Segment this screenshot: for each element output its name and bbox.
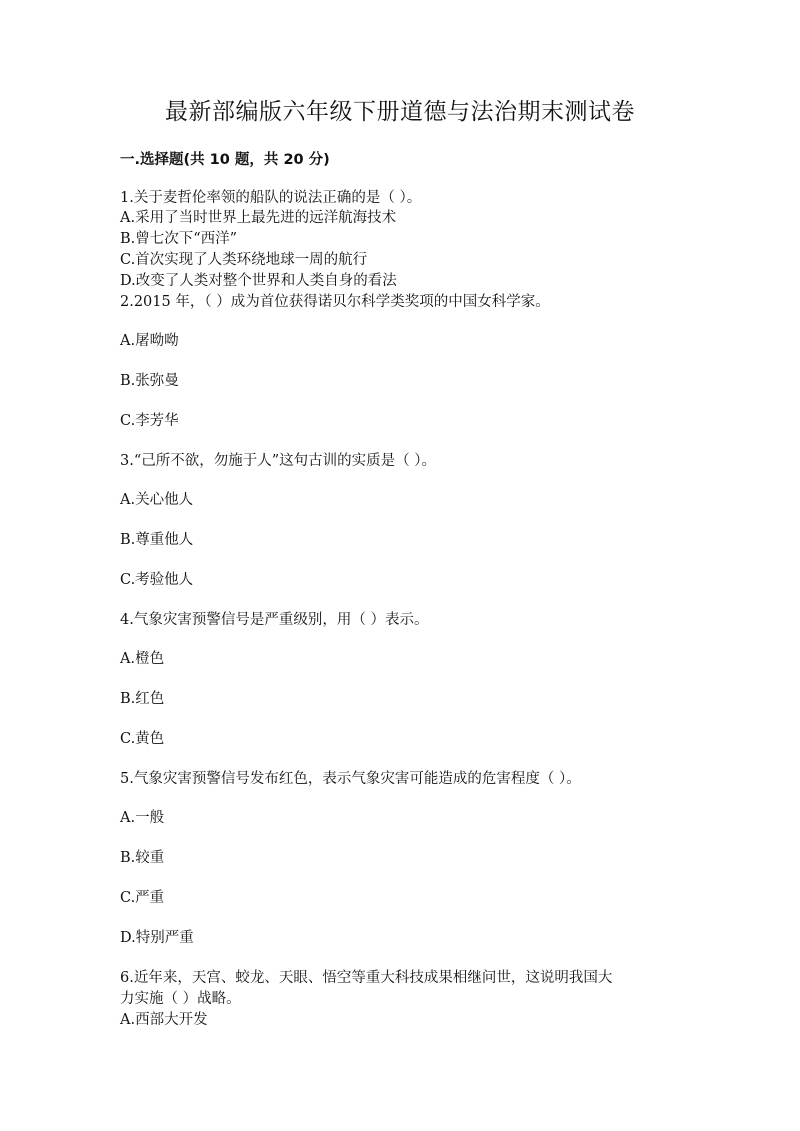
question-4-option-b: B.红色 xyxy=(120,691,165,707)
question-2-option-b: B.张弥曼 xyxy=(120,373,179,389)
question-6-stem-line-2: 力实施（ ）战略。 xyxy=(120,991,241,1007)
question-5-option-c: C.严重 xyxy=(120,890,165,906)
section-heading: 一.选择题(共 10 题，共 20 分) xyxy=(120,152,330,168)
question-1-option-c: C.首次实现了人类环绕地球一周的航行 xyxy=(120,252,368,268)
question-4-option-a: A.橙色 xyxy=(120,651,165,667)
question-2-option-c: C.李芳华 xyxy=(120,413,179,429)
question-1-stem: 1.关于麦哲伦率领的船队的说法正确的是（ ）。 xyxy=(120,190,422,206)
question-3-option-a: A.关心他人 xyxy=(120,492,194,508)
question-5-option-d: D.特别严重 xyxy=(120,930,194,946)
question-2-stem: 2.2015 年，（ ）成为首位获得诺贝尔科学类奖项的中国女科学家。 xyxy=(120,294,550,310)
question-5-option-b: B.较重 xyxy=(120,850,165,866)
question-4-stem: 4.气象灾害预警信号是严重级别，用（ ）表示。 xyxy=(120,612,429,628)
question-6-stem-line-1: 6.近年来，天宫、蛟龙、天眼、悟空等重大科技成果相继问世，这说明我国大 xyxy=(120,970,613,986)
question-1-option-d: D.改变了人类对整个世界和人类自身的看法 xyxy=(120,273,397,289)
question-6-option-a: A.西部大开发 xyxy=(120,1012,208,1028)
question-3-stem: 3.“己所不欲，勿施于人”这句古训的实质是（ ）。 xyxy=(120,453,437,469)
question-5-stem: 5.气象灾害预警信号发布红色，表示气象灾害可能造成的危害程度（ ）。 xyxy=(120,771,581,787)
question-1-option-b: B.曾七次下“西洋” xyxy=(120,231,238,247)
question-3-option-b: B.尊重他人 xyxy=(120,532,194,548)
question-3-option-c: C.考验他人 xyxy=(120,572,194,588)
question-2-option-a: A.屠呦呦 xyxy=(120,333,179,349)
question-4-option-c: C.黄色 xyxy=(120,731,165,747)
page-title: 最新部编版六年级下册道德与法治期末测试卷 xyxy=(165,99,635,125)
question-5-option-a: A.一般 xyxy=(120,810,165,826)
question-1-option-a: A.采用了当时世界上最先进的远洋航海技术 xyxy=(120,210,397,226)
